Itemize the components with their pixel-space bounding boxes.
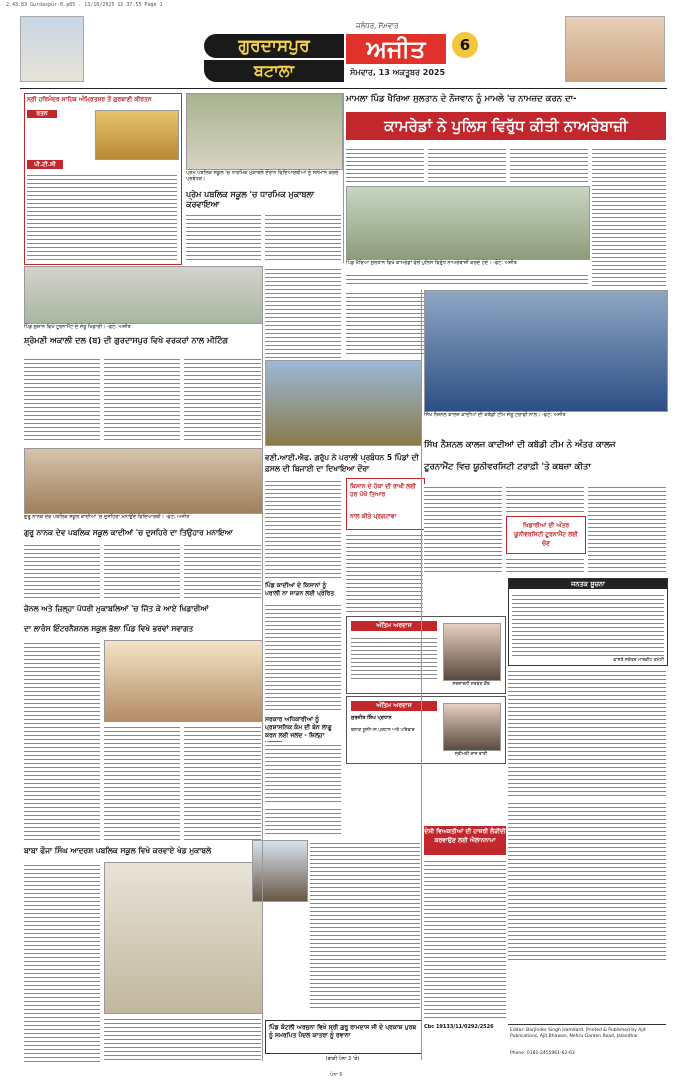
- stubble-col1: [265, 478, 341, 578]
- kirtan-text: [27, 120, 91, 158]
- kabaddi-col1: [424, 484, 502, 574]
- ptc-tag: ਪੀ.ਟੀ.ਸੀ: [27, 160, 63, 169]
- notice-body: [512, 592, 664, 656]
- officers-col2: [265, 806, 341, 836]
- players-col3: [184, 724, 261, 840]
- players-headline-1: ਜ਼ੋਨਲ ਅਤੇ ਜ਼ਿਲ੍ਹਾ ਪੱਧਰੀ ਮੁਕਾਬਲਿਆਂ 'ਚ ਜਿੱਤ ਕੇ ਆਏ ਖਿਡਾਰੀਆਂ: [24, 604, 209, 613]
- officers-headline: ਸਰਕਾਰ ਅਧਿਕਾਰੀਆਂ ਨੂੰ ਪ੍ਰਸ਼ਾਸਨਿਕ ਕੰਮ ਦੀ ਬੇਨ ਲਾਗੂ ਕਰਨ ਲਈ ਜਲਦ - ਜ਼ਿਲ੍ਹਾ: [265, 716, 332, 739]
- kabaddi-boxed: [506, 516, 586, 554]
- pilgrim-cont: (ਬਾਕੀ ਪੰਨਾ 3 'ਤੇ): [325, 1056, 360, 1062]
- lead-text-bottom: [346, 272, 588, 286]
- kids-headline: ਬਾਬਾ ਫੌਜਾ ਸਿੰਘ ਆਦਰਸ਼ ਪਬਲਿਕ ਸਕੂਲ ਵਿਖੇ ਕਰਵਾਏ ਖੇਡ ਮੁਕਾਬਲੇ: [24, 846, 212, 855]
- column-divider: [421, 290, 422, 1060]
- meeting-col3: [184, 356, 261, 442]
- obit-label-2: ਅੰਤਿਮ ਅਰਦਾਸ: [351, 701, 437, 711]
- kirtan-tag: ਰਤਨ: [27, 110, 57, 118]
- masthead-rule: [20, 88, 667, 89]
- page-number-badge: 6: [452, 32, 478, 58]
- print-slug: 2.43.83 Gurdaspur-6.p65 . 13/10/2025 12.37.55 Page 1: [6, 2, 163, 8]
- school-headline: ਪ੍ਰੇਮ ਪਬਲਿਕ ਸਕੂਲ 'ਚ ਧਾਰਮਿਕ ਮੁਕਾਬਲਾ ਕਰਵਾਇਆ: [186, 190, 315, 209]
- temple-image: [20, 16, 84, 82]
- masthead-date: ਸੋਮਵਾਰ, 13 ਅਕਤੂਬਰ 2025: [350, 68, 446, 77]
- stubble-col2: [346, 532, 423, 612]
- notice-3-body: [508, 800, 666, 960]
- imprint-text: Editor: Barjinder Singh Hamdard. Printed & Published by Ajit Publications, Ajit Bhawan, Nehru Garden Road, Jalandhar.: [510, 1028, 646, 1039]
- stubble-sub-headline: ਪਿੰਡ ਕਾਦੀਆਂ ਦੇ ਕਿਸਾਨਾਂ ਨੂੰ ਪਰਾਲੀ ਨਾ ਸਾੜਨ ਲਈ ਪ੍ਰੇਰਿਤ: [265, 582, 335, 597]
- obit-label-1: ਅੰਤਿਮ ਅਰਦਾਸ: [351, 621, 437, 631]
- ad-code: Cbc 19133/11/0292/2526: [424, 1024, 494, 1030]
- masthead-city-right: ਬਟਾਲਾ: [204, 60, 344, 82]
- stubble-quote-1: ਕਿਸਾਨ ਦੇ ਹੱਕਾਂ ਦੀ ਰਾਖੀ ਲਈ ਹਰ ਪੱਖੋਂ ਤਿਆਰ: [350, 483, 416, 498]
- kids-col1: [24, 862, 100, 1062]
- stubble-col3: [265, 602, 341, 712]
- dussehra-col3: [184, 542, 261, 600]
- lead-photo: [346, 186, 590, 260]
- players-headline-2: ਦਾ ਲਾਰੰਸ ਇੰਟਰਨੈਸ਼ਨਲ ਸਕੂਲ ਭੱਲਾ ਪਿੰਡ ਵਿਖੇ ਭਰਵਾਂ ਸਵਾਗਤ: [24, 624, 194, 633]
- notice-2-body: [508, 668, 666, 798]
- officers-col1: [265, 742, 341, 802]
- meeting-headline: ਸ਼੍ਰੋਮਣੀ ਅਕਾਲੀ ਦਲ (ਬ) ਦੀ ਗੁਰਦਾਸਪੁਰ ਵਿਖੇ ਵਰਕਰਾਂ ਨਾਲ ਮੀਟਿੰਗ: [24, 336, 228, 345]
- players-photo: [104, 640, 263, 722]
- tournament-photo-caption: ਪਿੰਡ ਸ਼ੁਸ਼ਾਨ ਵਿਖੇ ਟੂਰਨਾਮੈਂਟ ਦੇ ਜੇਤੂ ਖਿਡਾਰੀ। -ਫੋਟੋ: ਅਜੀਤ: [24, 324, 131, 330]
- sgpc-text: [265, 266, 341, 358]
- lead-photo-caption: ਪਿੰਡ ਖੈਰਿਆ ਸੁਲਤਾਨ ਵਿਖੇ ਕਾਮਰੇਡਾਂ ਵੱਲੋਂ ਪੁਲਿਸ ਵਿਰੁੱਧ ਨਾਅਰੇਬਾਜ਼ੀ ਕਰਦੇ ਹੋਏ। -ਫੋਟੋ: ਅਜੀਤ: [346, 260, 517, 266]
- tournament-photo: [24, 266, 263, 324]
- kabaddi-headline-1: ਸਿੱਖ ਨੈਸ਼ਨਲ ਕਾਲਜ ਕਾਦੀਆਂ ਦੀ ਕਬੱਡੀ ਟੀਮ ਨੇ ਅੰਤਰ ਕਾਲਜ: [424, 440, 616, 450]
- lead-text-col4: [592, 146, 666, 286]
- kabaddi-col2-top: [506, 484, 584, 514]
- stubble-headline: ਵਣੀ.ਆਈ.ਐਫ. ਗਰੁੱਪ ਨੇ ਪਰਾਲੀ ਪ੍ਰਬੰਧਨ 5 ਪਿੰਡਾਂ ਦੀ ਫ਼ਸਲ ਦੀ ਬਿਜਾਈ ਦਾ ਦਿਖਾਇਆ ਦੌਰਾ: [265, 453, 419, 473]
- obit-2-person-sub: ਬਲਾਕ ਯੂਨੀਅਨ ਪ੍ਰਧਾਨ ਅਤੇ ਪਰਿਵਾਰ: [351, 728, 415, 733]
- school-photo-caption: ਪ੍ਰੇਮ ਪਬਲਿਕ ਸਕੂਲ 'ਚ ਧਾਰਮਿਕ ਮੁਕਾਬਲੇ ਦੌਰਾਨ ਵਿਦਿਆਰਥੀਆਂ ਨੂੰ ਸਨਮਾਨ ਕਰਦੇ ਪ੍ਰਬੰਧਕ।: [186, 170, 339, 182]
- kabaddi-col2-bottom: [506, 556, 584, 574]
- players-col1: [24, 640, 100, 840]
- stubble-quote-box: [346, 478, 425, 530]
- obit-box-1: [346, 616, 506, 694]
- kabaddi-col3: [588, 484, 666, 574]
- pilgrim-headline: ਪਿੰਡ ਕੋਟਲੀ ਅਰਜੁਨਾ ਵਿਖੇ ਸ੍ਰੀ ਗੁਰੂ ਰਾਮਦਾਸ ਜੀ ਦੇ ਪ੍ਰਕਾਸ਼ ਪੁਰਬ ਨੂੰ ਸਮਰਪਿਤ ਪੈਦਲ ਯਾਤਰਾ ਨੂੰ ਰਵਾਨਾ: [269, 1024, 417, 1039]
- school-photo: [186, 93, 343, 170]
- lead-text-col2: [428, 146, 506, 182]
- notice-title: ਜਨਤਕ ਸੂਚਨਾ: [509, 579, 667, 589]
- kirtan-body: [27, 172, 177, 260]
- kabaddi-boxed-text: ਖਿਡਾਰੀਆਂ ਦੀ ਅੰਤਰ ਯੂਨੀਵਰਸਿਟੀ ਟੂਰਨਾਮੈਂਟ ਲਈ ਚੋਣ: [514, 522, 578, 547]
- column-divider: [343, 93, 344, 263]
- masthead-brand: ਅਜੀਤ: [346, 34, 446, 64]
- kids-photo: [104, 862, 263, 1014]
- lead-headline: ਕਾਮਰੇਡਾਂ ਨੇ ਪੁਲਿਸ ਵਿਰੁੱਧ ਕੀਤੀ ਨਾਅਰੇਬਾਜ਼ੀ: [346, 112, 666, 140]
- obit-2-photo: [443, 703, 501, 751]
- lead-kicker: ਮਾਮਲਾ ਪਿੰਡ ਖੈਰਿਆ ਸੁਲਤਾਨ ਦੇ ਨੌਜਵਾਨ ਨੂੰ ਮਾਮਲੇ 'ਚ ਨਾਮਜ਼ਦ ਕਰਨ ਦਾ-: [346, 94, 577, 104]
- obit-1-text: [351, 635, 437, 679]
- meeting-col1: [24, 356, 100, 442]
- players-col2: [104, 724, 180, 840]
- lead-text-col3: [510, 146, 588, 182]
- building-image: [565, 16, 665, 82]
- school-text-col2: [265, 212, 341, 262]
- notice-footer: ਵਾਸਤੇ ਸਕੱਤਰ ਮਾਰਕੀਟ ਕਮੇਟੀ: [613, 658, 664, 663]
- obit-2-person: ਸੁਰਜੀਤ ਸਿੰਘ ਪ੍ਰਧਾਨ: [351, 715, 392, 721]
- kabaddi-team-photo: [424, 290, 668, 412]
- masthead-city-left: ਗੁਰਦਾਸਪੁਰ: [204, 34, 344, 58]
- dussehra-photo: [24, 448, 263, 514]
- masthead-edition: ਜਲੰਧਰ, ਸੋਮਵਾਰ: [356, 22, 399, 30]
- loan-body: [424, 858, 506, 1018]
- imprint-phone: Phone: 0181-2455961-62-63: [510, 1051, 575, 1056]
- tractor-photo: [265, 360, 422, 446]
- pilgrim-box: [265, 1020, 422, 1054]
- page-footer: ਪੰਨਾ 6: [330, 1072, 343, 1078]
- meeting-col2: [104, 356, 180, 442]
- kabaddi-headline-2: ਟੂਰਨਾਮੈਂਟ ਵਿਚ ਯੂਨੀਵਰਸਿਟੀ ਟਰਾਫ਼ੀ 'ਤੇ ਕਬਜ਼ਾ ਕੀਤਾ: [424, 462, 591, 472]
- kirtan-box: [24, 93, 182, 265]
- dussehra-col2: [104, 542, 180, 600]
- column-divider: [262, 266, 263, 1061]
- obit-1-name: ਸਰਦਾਰਨੀ ਸਤਵੰਤ ਕੌਰ: [452, 682, 490, 687]
- school-text-col1: [186, 212, 261, 262]
- masthead: [20, 12, 665, 84]
- loan-title: ਦੇਸ਼ੀ ਵਿਅਕਤੀਆਂ ਦੀ ਹਾਜ਼ਰੀ ਲੋੜੀਂਦੀ ਕਰਵਾਉਣ ਲਈ ਐਲਾਨਨਾਮਾ: [424, 826, 506, 855]
- obit-2-name: ਸ੍ਰੀਮਤੀ ਰਾਜ ਰਾਣੀ: [454, 752, 488, 757]
- kirtan-title: ਸ੍ਰੀ ਹਰਿਮੰਦਰ ਸਾਹਿਬ ਅੰਮ੍ਰਿਤਸਰ ਤੋਂ ਗੁਰਬਾਣੀ ਕੀਰਤਨ: [27, 96, 152, 103]
- stubble-quote-2: ਨਾਲ ਕੀਤੇ ਪ੍ਰਗਟਾਵਾ: [350, 513, 397, 520]
- kids-col2: [104, 1016, 261, 1062]
- kabaddi-photo-caption: ਸਿੱਖ ਨੈਸ਼ਨਲ ਕਾਲਜ ਕਾਦੀਆਂ ਦੀ ਕਬੱਡੀ ਟੀਮ ਜੇਤੂ ਟਰਾਫੀ ਨਾਲ। -ਫੋਟੋ: ਅਜੀਤ: [424, 412, 566, 418]
- imprint: [508, 1024, 666, 1061]
- public-notice: [508, 578, 668, 666]
- golden-temple-image: [95, 110, 179, 160]
- dussehra-photo-caption: ਗੁਰੂ ਨਾਨਕ ਦੇਵ ਪਬਲਿਕ ਸਕੂਲ ਕਾਦੀਆਂ 'ਚ ਦੁਸਹਿਰਾ ਮਨਾਉਂਦੇ ਵਿਦਿਆਰਥੀ। -ਫੋਟੋ: ਅਜੀਤ: [24, 514, 190, 520]
- obit-1-photo: [443, 623, 501, 681]
- obit-box-2: [346, 696, 506, 764]
- officer-photo: [252, 840, 308, 902]
- lead-text-col1: [346, 146, 424, 182]
- dussehra-col1: [24, 542, 100, 600]
- dussehra-headline: ਗੁਰੂ ਨਾਨਕ ਦੇਵ ਪਬਲਿਕ ਸਕੂਲ ਕਾਦੀਆਂ 'ਚ ਦੁਸਹਿਰੇ ਦਾ ਤਿਉਹਾਰ ਮਨਾਇਆ: [24, 528, 233, 537]
- officers-col3: [310, 840, 420, 1010]
